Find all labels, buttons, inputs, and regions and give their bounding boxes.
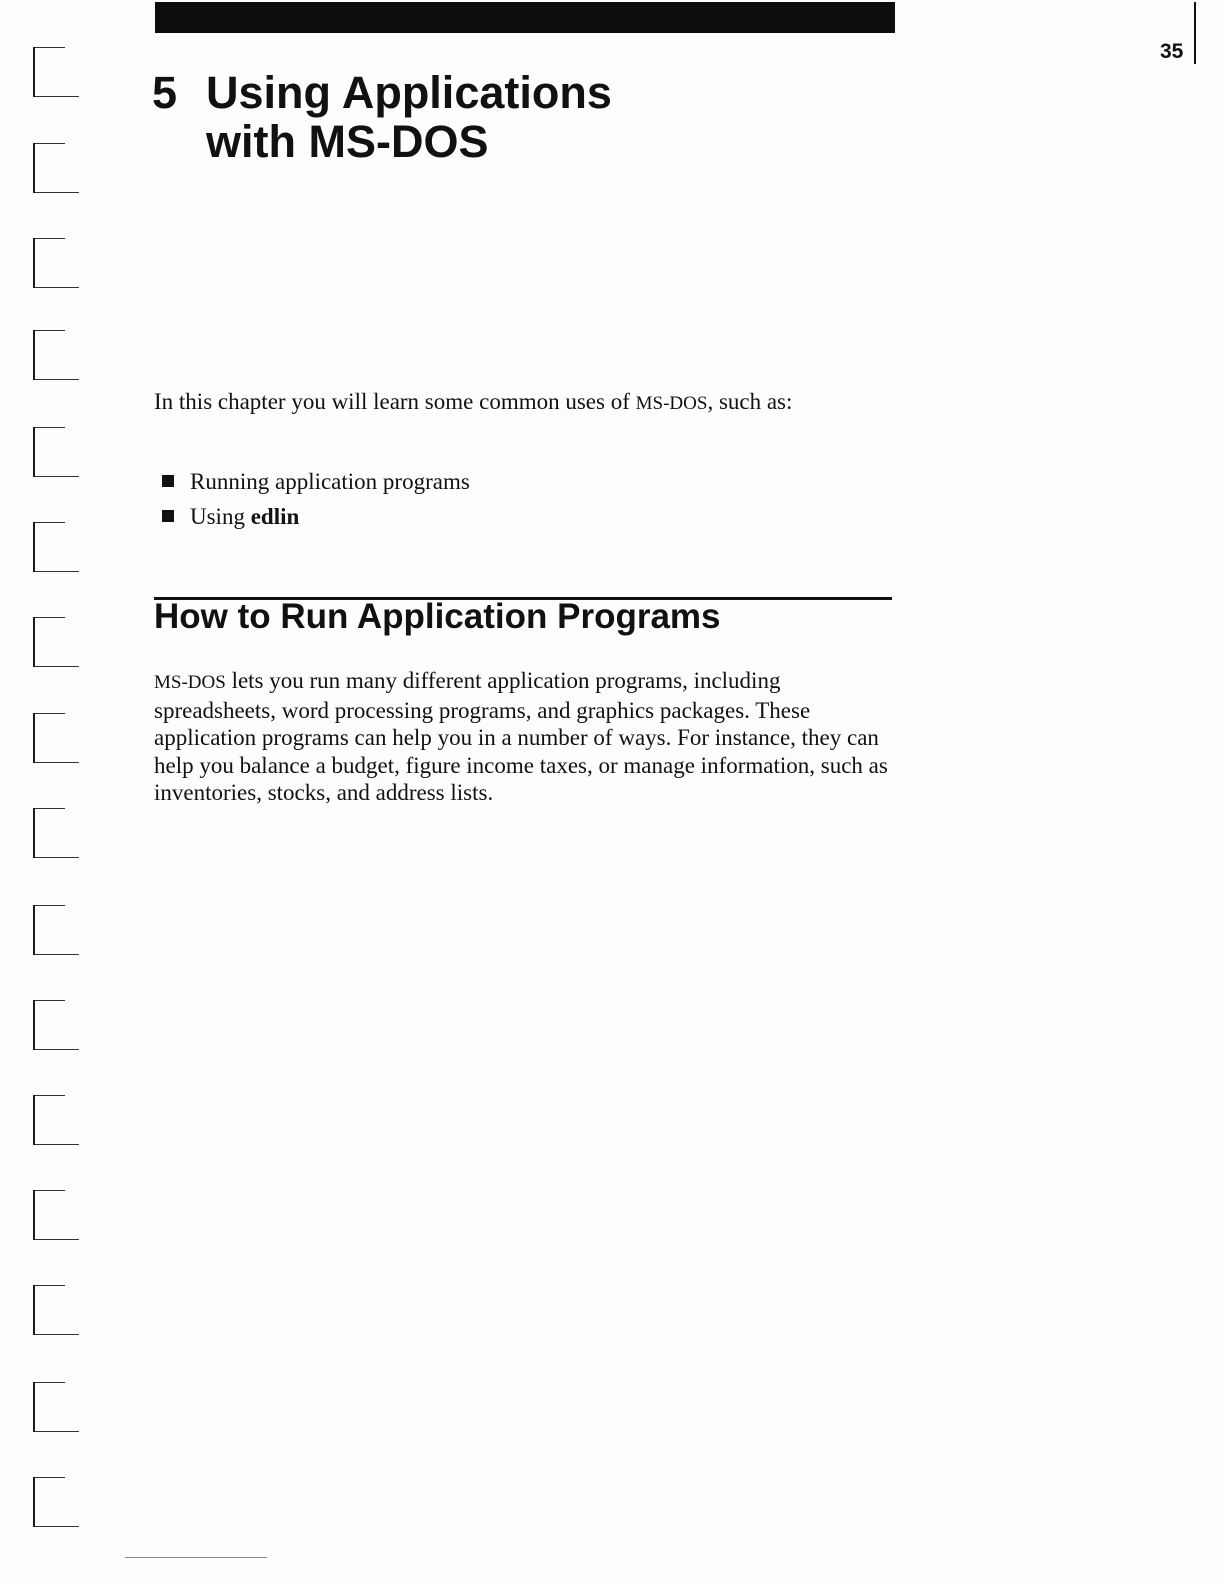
binder-tab-icon: [33, 238, 81, 288]
binder-tab-icon: [33, 617, 81, 667]
square-bullet-icon: [162, 510, 174, 522]
body-msdos: MS-DOS: [154, 672, 226, 693]
header-bar: [155, 2, 895, 33]
intro-paragraph: [154, 388, 874, 418]
chapter-title-line2: with MS-DOS: [206, 116, 489, 167]
binder-tab-icon: [33, 808, 81, 858]
list-item-text: Running application programs: [190, 469, 470, 494]
chapter-title: [152, 68, 612, 166]
list-item: [162, 466, 470, 501]
binder-tab-icon: [33, 1190, 81, 1240]
intro-text: In this chapter you will learn some common uses of: [154, 389, 636, 414]
binder-tab-icon: [33, 1285, 81, 1335]
binder-tab-icon: [33, 330, 81, 380]
binder-tab-icon: [33, 427, 81, 477]
body-paragraph: [154, 667, 894, 807]
list-item-command: edlin: [250, 504, 300, 529]
list-item: [162, 501, 470, 536]
binder-tab-icon: [33, 1477, 81, 1527]
bottom-line: [125, 1557, 267, 1558]
binder-tab-icon: [33, 1000, 81, 1050]
binder-tab-icon: [33, 47, 81, 97]
binder-tab-icon: [33, 522, 81, 572]
list-item-text: Using: [190, 504, 251, 529]
body-text: lets you run many different application programs, including spreadsheets, word processing programs, and graphics packages. These application programs can help you in a number of ways. For instance, they can help you balance a budget, figure income taxes, or manage information, such as inventories, stocks, and address lists.: [154, 668, 888, 805]
page-number: 35: [1160, 40, 1184, 63]
binder-tab-icon: [33, 905, 81, 955]
intro-msdos: MS-DOS: [635, 393, 708, 414]
section-heading: How to Run Application Programs: [154, 597, 721, 636]
chapter-number: 5: [152, 67, 178, 118]
page-edge-rule: [1194, 2, 1196, 64]
chapter-title-line1: Using Applications: [206, 67, 612, 118]
binder-tab-icon: [33, 713, 81, 763]
intro-text-end: , such as:: [707, 389, 793, 414]
binder-tab-icon: [33, 1382, 81, 1432]
topic-list: [162, 466, 470, 536]
binder-tab-icon: [33, 1095, 81, 1145]
binder-tab-icon: [33, 143, 81, 193]
square-bullet-icon: [162, 475, 174, 487]
